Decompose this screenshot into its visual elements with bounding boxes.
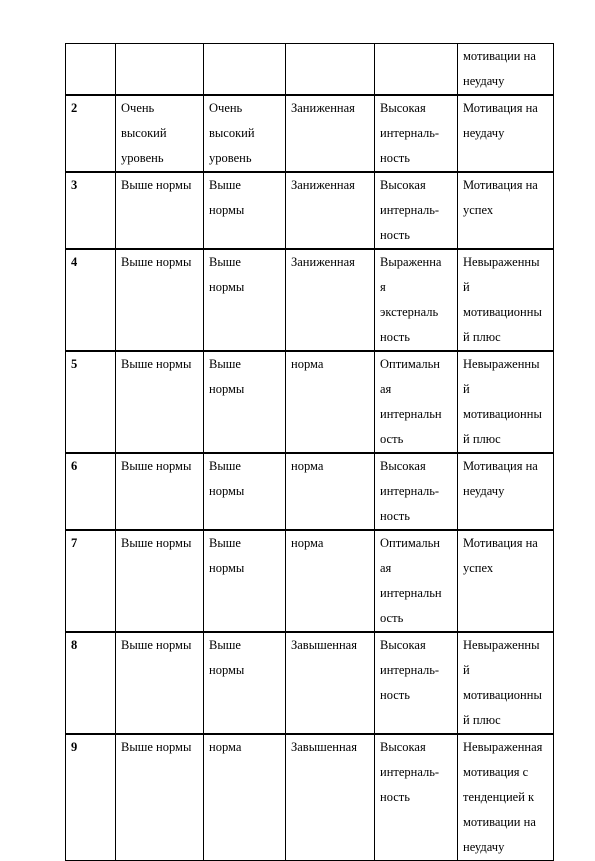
cell-col-3: Заниженная — [286, 172, 375, 249]
table-row — [66, 530, 554, 632]
cell-col-4: Высокая интерналь- ность — [375, 734, 458, 861]
row-number: 7 — [66, 530, 116, 632]
results-table — [65, 43, 554, 861]
cell-col-1: Очень высокий уровень — [116, 95, 204, 172]
cell-col-4: Оптимальн ая интернальн ость — [375, 530, 458, 632]
row-number: 4 — [66, 249, 116, 351]
cell-col-3: норма — [286, 351, 375, 453]
cell-col-1: Выше нормы — [116, 172, 204, 249]
row-number — [66, 44, 116, 96]
cell-col-4: Оптимальн ая интернальн ость — [375, 351, 458, 453]
cell-col-5: мотивации на неудачу — [458, 44, 554, 96]
row-number: 6 — [66, 453, 116, 530]
table-row — [66, 632, 554, 734]
table-row — [66, 172, 554, 249]
cell-col-2: Выше нормы — [204, 249, 286, 351]
cell-col-5: Мотивация на успех — [458, 172, 554, 249]
cell-col-4: Высокая интерналь- ность — [375, 453, 458, 530]
cell-col-5: Мотивация на неудачу — [458, 453, 554, 530]
table-body — [66, 44, 554, 861]
cell-col-1: Выше нормы — [116, 453, 204, 530]
cell-col-1 — [116, 44, 204, 96]
row-number: 2 — [66, 95, 116, 172]
cell-col-4: Высокая интерналь- ность — [375, 95, 458, 172]
cell-col-2: Выше нормы — [204, 530, 286, 632]
cell-col-1: Выше нормы — [116, 530, 204, 632]
cell-col-2: Выше нормы — [204, 172, 286, 249]
cell-col-2 — [204, 44, 286, 96]
cell-col-1: Выше нормы — [116, 249, 204, 351]
cell-col-3 — [286, 44, 375, 96]
cell-col-3: Заниженная — [286, 95, 375, 172]
cell-col-3: норма — [286, 530, 375, 632]
cell-col-2: Выше нормы — [204, 351, 286, 453]
table-row — [66, 351, 554, 453]
cell-col-4: Выраженна я экстерналь ность — [375, 249, 458, 351]
cell-col-3: Завышенная — [286, 632, 375, 734]
cell-col-3: Завышенная — [286, 734, 375, 861]
cell-col-4 — [375, 44, 458, 96]
cell-col-4: Высокая интерналь- ность — [375, 172, 458, 249]
cell-col-2: Очень высокий уровень — [204, 95, 286, 172]
row-number: 9 — [66, 734, 116, 861]
cell-col-5: Невыраженны й мотивационны й плюс — [458, 632, 554, 734]
cell-col-1: Выше нормы — [116, 632, 204, 734]
cell-col-2: норма — [204, 734, 286, 861]
row-number: 5 — [66, 351, 116, 453]
cell-col-2: Выше нормы — [204, 632, 286, 734]
table-row — [66, 249, 554, 351]
row-number: 3 — [66, 172, 116, 249]
cell-col-5: Мотивация на успех — [458, 530, 554, 632]
row-number: 8 — [66, 632, 116, 734]
cell-col-5: Невыраженны й мотивационны й плюс — [458, 351, 554, 453]
cell-col-5: Мотивация на неудачу — [458, 95, 554, 172]
cell-col-1: Выше нормы — [116, 734, 204, 861]
table-row — [66, 95, 554, 172]
cell-col-5: Невыраженны й мотивационны й плюс — [458, 249, 554, 351]
table-row — [66, 453, 554, 530]
table-row — [66, 44, 554, 96]
cell-col-2: Выше нормы — [204, 453, 286, 530]
cell-col-1: Выше нормы — [116, 351, 204, 453]
cell-col-3: норма — [286, 453, 375, 530]
cell-col-4: Высокая интерналь- ность — [375, 632, 458, 734]
cell-col-5: Невыраженная мотивация с тенденцией к мотивации на неудачу — [458, 734, 554, 861]
cell-col-3: Заниженная — [286, 249, 375, 351]
